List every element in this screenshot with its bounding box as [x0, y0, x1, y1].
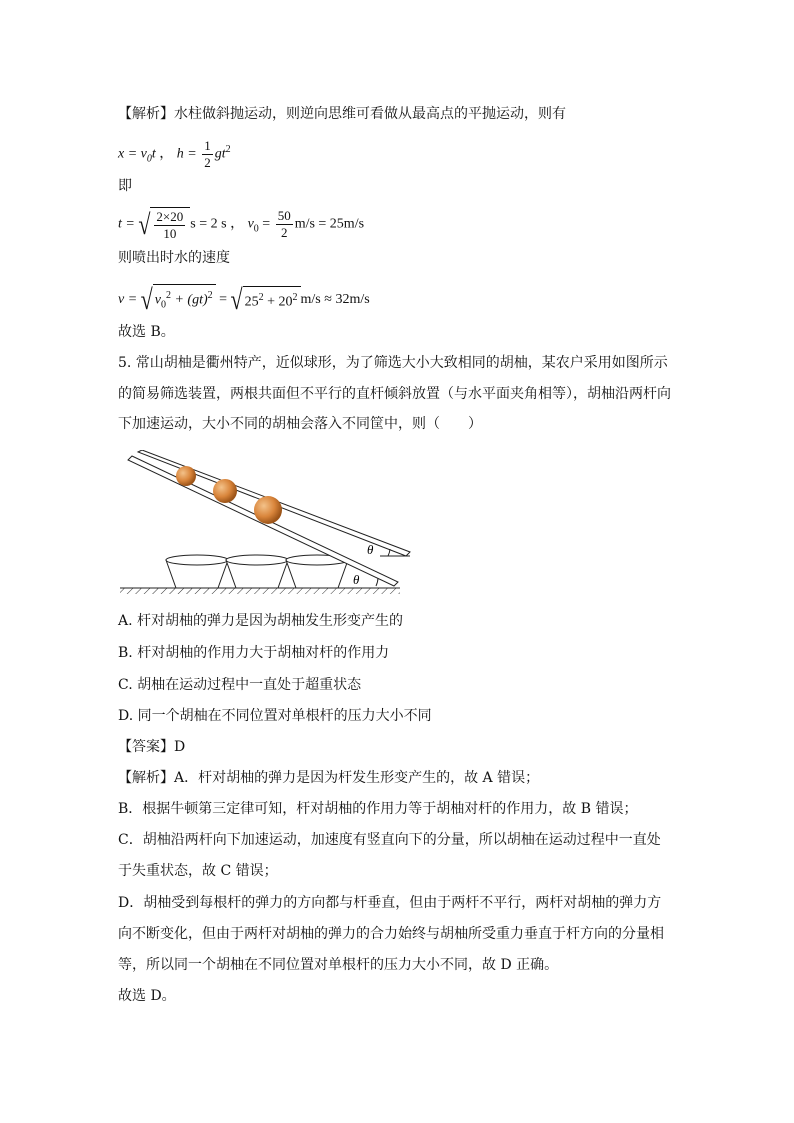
- theta-label-upper: θ: [367, 542, 374, 557]
- fruit-medium: [213, 479, 237, 503]
- sqrt-time: √ $\frac{2\times 20}{10}$: [138, 207, 190, 242]
- q5-analysis-line-1: 【解析】A．杆对胡柚的弹力是因为杆发生形变产生的，故 A 错误；: [118, 770, 540, 786]
- q5-analysis-line-3: C．胡柚沿两杆向下加速运动，加速度有竖直向下的分量，所以胡柚在运动过程中一直处: [118, 832, 661, 848]
- fraction-50-2: $\frac{50}{2}$: [277, 208, 291, 240]
- q5-stem-line-1: 5. 常山胡柚是衢州特产，近似球形，为了筛选大小大致相同的胡柚，某农户采用如图所示: [118, 355, 668, 371]
- q5-analysis-line-6: 向不断变化，但由于两杆对胡柚的弹力的合力始终与胡柚所受重力垂直于杆方向的分量相: [118, 926, 664, 942]
- angle-arc-lower: [376, 578, 378, 586]
- theta-label-lower: θ: [353, 572, 360, 587]
- q5-conclusion: 故选 D。: [118, 988, 176, 1004]
- q4-speed-text: 则喷出时水的速度: [118, 250, 230, 266]
- q4-equation-3: v = √ $v_0^2 + (gt)^2$ = √ $25^2 + 20^2$ m/s ≈ 32m/s: [118, 282, 370, 316]
- angle-arc-upper: [388, 549, 390, 556]
- q4-analysis-intro: 【解析】水柱做斜抛运动，则逆向思维可看做从最高点的平抛运动，则有: [118, 106, 566, 122]
- basket-2-rim: [226, 555, 288, 565]
- fruit-large: [254, 496, 282, 524]
- q5-analysis-line-2: B．根据牛顿第三定律可知，杆对胡柚的作用力等于胡柚对杆的作用力，故 B 错误；: [118, 801, 638, 817]
- sqrt-speed-2: √ $25^2 + 20^2$: [231, 286, 301, 313]
- q5-option-a: A. 杆对胡柚的弹力是因为胡柚发生形变产生的: [118, 613, 404, 629]
- q5-stem-line-3: 下加速运动，大小不同的胡柚会落入不同筐中，则（ ）: [118, 416, 482, 432]
- ground-hatch: [120, 588, 400, 594]
- basket-1-rim: [166, 555, 228, 565]
- q5-analysis-line-7: 等，所以同一个胡柚在不同位置对单根杆的压力大小不同，故 D 正确。: [118, 957, 559, 973]
- q5-stem-line-2: 的简易筛选装置，两根共面但不平行的直杆倾斜放置（与水平面夹角相等），胡柚沿两杆向: [118, 386, 671, 402]
- fraction-half: $\frac{1}{2}$: [204, 138, 211, 170]
- q4-conclusion: 故选 B。: [118, 324, 175, 340]
- q5-answer: 【答案】D: [118, 739, 186, 755]
- q5-analysis-line-5: D．胡柚受到每根杆的弹力的方向都与杆垂直，但由于两杆不平行，两杆对胡柚的弹力方: [118, 895, 662, 911]
- sqrt-speed-1: √ $v_0^2 + (gt)^2$: [141, 284, 216, 315]
- q5-option-b: B. 杆对胡柚的作用力大于胡柚对杆的作用力: [118, 645, 390, 661]
- sorting-device-figure: [118, 450, 418, 600]
- q4-equation-1: $x = v_0t$ ， h = $\frac{1}{2}$ $gt^2$: [118, 138, 231, 170]
- q5-option-d: D. 同一个胡柚在不同位置对单根杆的压力大小不同: [118, 708, 432, 724]
- q5-analysis-line-4: 于失重状态，故 C 错误；: [118, 863, 278, 879]
- q4-ji: 即: [118, 178, 132, 194]
- q4-equation-2: t = √ $\frac{2\times 20}{10}$ s = 2 s ， $v_0$ = $\frac{50}{2}$ m/s = 25m/s: [118, 207, 365, 241]
- fruit-small: [176, 466, 196, 486]
- q5-option-c: C. 胡柚在运动过程中一直处于超重状态: [118, 677, 362, 693]
